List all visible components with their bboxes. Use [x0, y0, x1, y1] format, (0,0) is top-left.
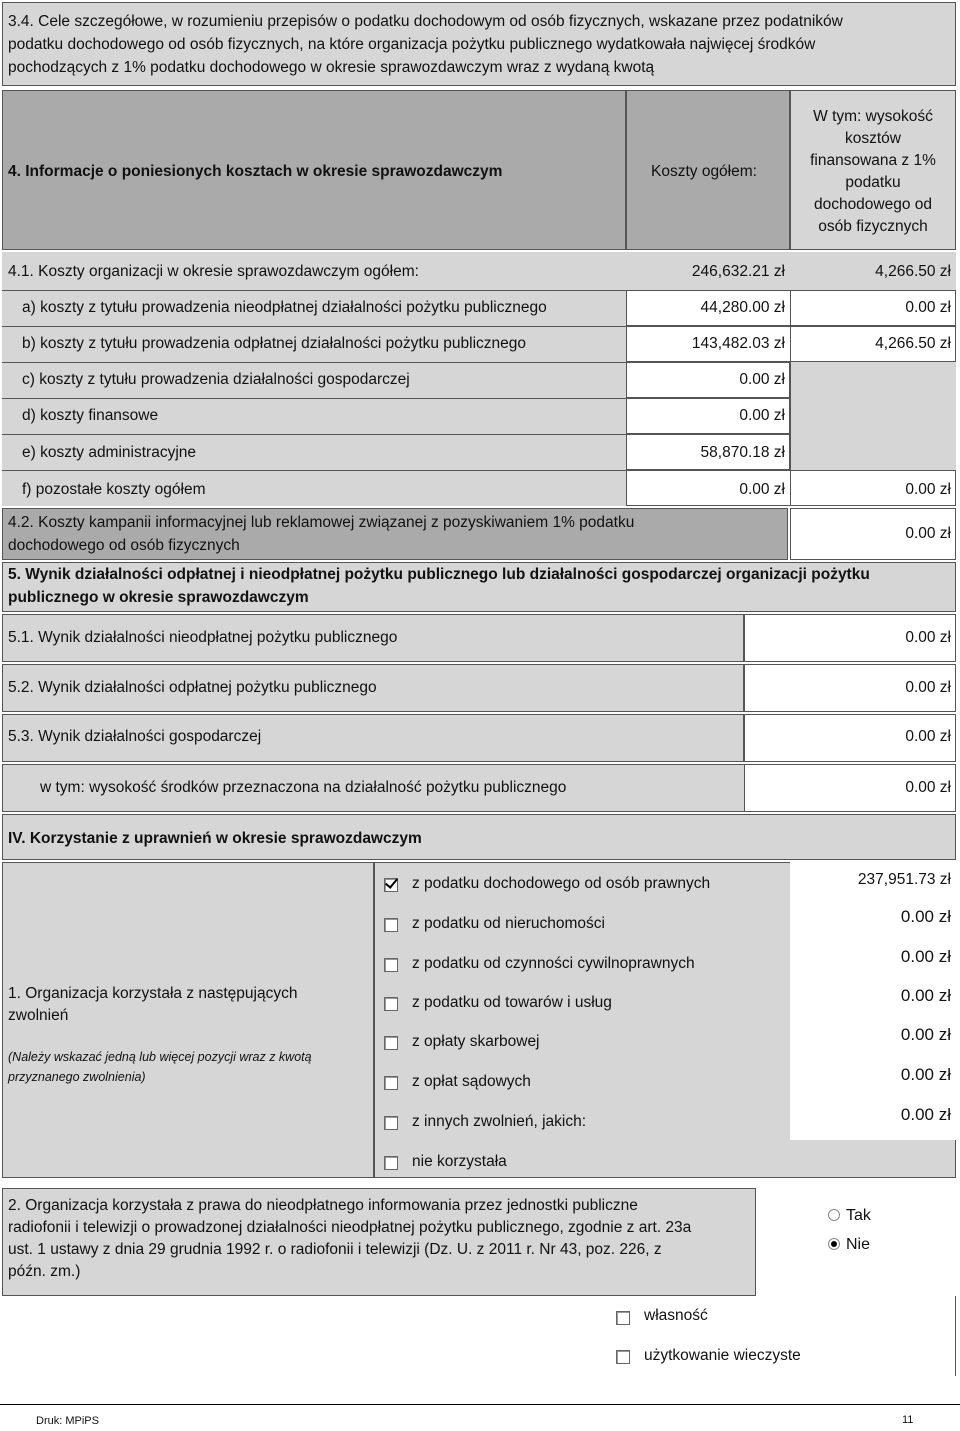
result-value: 0.00 zł [905, 679, 951, 696]
perpetual-usufruct-label: użytkowanie wieczyste [644, 1347, 801, 1364]
exemption-checkbox[interactable] [384, 878, 398, 892]
campaign-costs-value: 0.00 zł [905, 525, 951, 542]
exemption-checkbox[interactable] [384, 1116, 398, 1130]
result-label: 5.1. Wynik działalności nieodpłatnej pożytku publicznego [8, 629, 398, 646]
section-5-title-line1: 5. Wynik działalności odpłatnej i nieodpłatnej pożytku publicznego lub działalności gospodarczej organizacji pożytku [8, 566, 870, 583]
costs-row-label: f) pozostałe koszty ogółem [22, 481, 206, 498]
costs-row-total: 44,280.00 zł [700, 299, 785, 316]
costs-row-label: 4.1. Koszty organizacji w okresie sprawozdawczym ogółem: [8, 263, 419, 280]
broadcast-question-line2: radiofonii i telewizji o prowadzonej działalności nieodpłatnej pożytku publicznego, zgodnie z art. 23a [8, 1219, 692, 1236]
exemption-value: 0.00 zł [900, 1065, 951, 1084]
exemption-label: z opłat sądowych [412, 1073, 531, 1090]
costs-row-1pct: 4,266.50 zł [875, 335, 951, 352]
exemption-value: 0.00 zł [900, 986, 951, 1005]
footer-print: Druk: MPiPS [36, 1415, 99, 1427]
costs-header-title: 4. Informacje o poniesionych kosztach w okresie sprawozdawczym [8, 163, 503, 180]
result-value: 0.00 zł [905, 629, 951, 646]
exemptions-note-line1: (Należy wskazać jedną lub więcej pozycji wraz z kwotą [8, 1050, 312, 1064]
broadcast-no-radio[interactable] [828, 1238, 840, 1250]
costs-row-total: 0.00 zł [739, 481, 785, 498]
section-3-4-line3: pochodzących z 1% podatku dochodowego w okresie sprawozdawczym wraz z wydaną kwotą [8, 59, 655, 76]
exemption-label: z podatku od nieruchomości [412, 915, 606, 932]
costs-header-1pct-line: osób fizycznych [818, 218, 928, 235]
broadcast-no-label: Nie [846, 1236, 871, 1253]
exemption-value: 237,951.73 zł [857, 871, 951, 888]
exemption-label: z podatku dochodowego od osób prawnych [412, 875, 711, 892]
exemption-label: z innych zwolnień, jakich: [412, 1113, 587, 1130]
exemption-label: z podatku od czynności cywilnoprawnych [412, 955, 695, 972]
costs-row-total: 58,870.18 zł [700, 444, 785, 461]
exemption-checkbox[interactable] [384, 1156, 398, 1170]
costs-header-1pct-line: podatku [845, 174, 901, 191]
broadcast-question-line4: późn. zm.) [8, 1263, 81, 1280]
exemption-value: 0.00 zł [900, 1025, 951, 1044]
result-value: 0.00 zł [905, 779, 951, 796]
exemption-checkbox[interactable] [384, 958, 398, 972]
costs-header-1pct-line: kosztów [845, 130, 901, 147]
broadcast-question-line1: 2. Organizacja korzystała z prawa do nieodpłatnego informowania przez jednostki publiczne [8, 1197, 638, 1214]
section-iv-title: IV. Korzystanie z uprawnień w okresie sprawozdawczym [8, 830, 422, 847]
result-label: w tym: wysokość środków przeznaczona na działalność pożytku publicznego [40, 779, 567, 796]
exemption-value: 0.00 zł [900, 907, 951, 926]
costs-row-label: e) koszty administracyjne [22, 444, 197, 461]
exemptions-question-line1: 1. Organizacja korzystała z następujących [8, 985, 298, 1002]
exemption-value: 0.00 zł [900, 947, 951, 966]
campaign-costs-line1: 4.2. Koszty kampanii informacyjnej lub reklamowej związanej z pozyskiwaniem 1% podatku [8, 514, 635, 531]
costs-row-total: 0.00 zł [739, 371, 785, 388]
costs-row-total: 246,632.21 zł [691, 263, 785, 280]
costs-row-1pct: 4,266.50 zł [875, 263, 951, 280]
costs-row-label: c) koszty z tytułu prowadzenia działalności gospodarczej [22, 371, 410, 388]
ownership-checkbox[interactable] [616, 1311, 630, 1325]
result-label: 5.3. Wynik działalności gospodarczej [8, 728, 262, 745]
costs-row-1pct: 0.00 zł [905, 481, 951, 498]
costs-header-total: Koszty ogółem: [651, 163, 757, 180]
exemption-checkbox[interactable] [384, 1036, 398, 1050]
costs-header-1pct-line: dochodowego od [813, 196, 933, 213]
costs-header-1pct-line: finansowana z 1% [810, 152, 936, 169]
exemption-label: z podatku od towarów i usług [412, 994, 612, 1011]
exemptions-question-line2: zwolnień [8, 1007, 69, 1024]
costs-header-1pct-line: W tym: wysokość [813, 108, 933, 125]
section-5-title-line2: publicznego w okresie sprawozdawczym [8, 589, 309, 606]
section-3-4-line1: 3.4. Cele szczegółowe, w rozumieniu przepisów o podatku dochodowym od osób fizycznych, wskazane przez podatników [8, 13, 843, 30]
exemption-label: nie korzystała [412, 1153, 507, 1170]
costs-row-label: b) koszty z tytułu prowadzenia odpłatnej działalności pożytku publicznego [22, 335, 527, 352]
exemption-checkbox[interactable] [384, 997, 398, 1011]
exemption-checkbox[interactable] [384, 918, 398, 932]
costs-row-label: d) koszty finansowe [22, 407, 159, 424]
footer-page-number: 11 [902, 1414, 914, 1426]
footer-divider [0, 1404, 960, 1405]
campaign-costs-line2: dochodowego od osób fizycznych [8, 537, 240, 554]
exemption-value: 0.00 zł [900, 1105, 951, 1124]
costs-row-total: 0.00 zł [739, 407, 785, 424]
costs-row-total: 143,482.03 zł [691, 335, 785, 352]
exemption-label: z opłaty skarbowej [412, 1033, 540, 1050]
right-border [955, 1296, 956, 1376]
result-label: 5.2. Wynik działalności odpłatnej pożytku publicznego [8, 679, 377, 696]
section-3-4-line2: podatku dochodowego od osób fizycznych, na które organizacja pożytku publicznego wydatkowała najwięcej środków [8, 36, 816, 53]
exemptions-note-line2: przyznanego zwolnienia) [8, 1070, 146, 1084]
exemption-checkbox[interactable] [384, 1076, 398, 1090]
broadcast-yes-label: Tak [846, 1207, 871, 1224]
costs-row-1pct: 0.00 zł [905, 299, 951, 316]
ownership-label: własność [644, 1307, 708, 1324]
broadcast-yes-radio[interactable] [828, 1209, 840, 1221]
perpetual-usufruct-checkbox[interactable] [616, 1350, 630, 1364]
costs-row-label: a) koszty z tytułu prowadzenia nieodpłatnej działalności pożytku publicznego [22, 299, 547, 316]
broadcast-question-line3: ust. 1 ustawy z dnia 29 grudnia 1992 r. o radiofonii i telewizji (Dz. U. z 2011 r. Nr 43, poz. 226, z [8, 1241, 662, 1258]
result-value: 0.00 zł [905, 728, 951, 745]
